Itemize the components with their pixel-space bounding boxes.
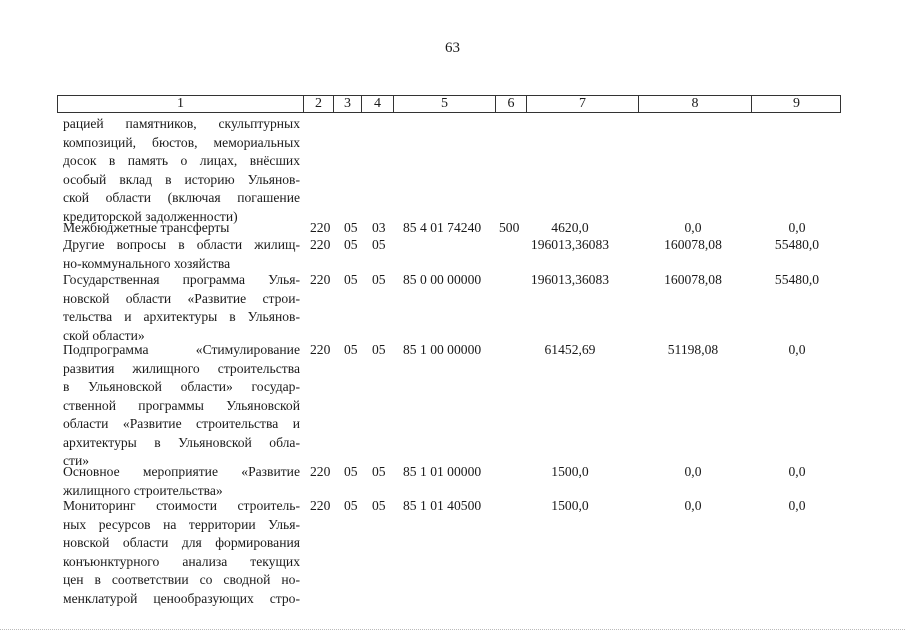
- cell-subsection: 05: [372, 464, 386, 479]
- desc-line: новской области для формирования: [63, 535, 300, 550]
- desc-line: Межбюджетные трансферты: [63, 220, 230, 235]
- page-number: 63: [445, 40, 460, 56]
- cell-ministry: 220: [310, 342, 331, 357]
- cell-section: 05: [344, 220, 358, 235]
- cell-section: 05: [344, 342, 358, 357]
- desc-line: ных ресурсов на территории Улья-: [63, 516, 300, 532]
- cell-subsection: 05: [372, 272, 386, 287]
- row-description: [63, 497, 300, 608]
- row-description: [63, 271, 300, 345]
- desc-line: Подпрограмма «Стимулирование: [63, 342, 300, 357]
- header-col-4: 4: [361, 96, 393, 112]
- desc-line: области «Развитие строительства и: [63, 416, 300, 431]
- cell-expense-type: 500: [499, 220, 520, 235]
- header-col-6: 6: [495, 96, 526, 112]
- desc-line: ственной программы Ульяновской: [63, 397, 300, 413]
- header-col-3: 3: [333, 96, 361, 112]
- cell-target-article: 85 0 00 00000: [403, 272, 482, 287]
- cell-ministry: 220: [310, 498, 331, 513]
- cell-amount-2: 0,0: [684, 464, 702, 479]
- cell-amount-3: 55480,0: [774, 237, 820, 252]
- cell-ministry: 220: [310, 237, 331, 252]
- row-description: [63, 115, 300, 226]
- cell-section: 05: [344, 272, 358, 287]
- header-col-7: 7: [526, 96, 638, 112]
- desc-line: цен в соответствии со сводной но-: [63, 572, 300, 587]
- header-col-8: 8: [638, 96, 751, 112]
- cell-amount-1: 1500,0: [551, 464, 589, 479]
- cell-ministry: 220: [310, 464, 331, 479]
- cell-amount-3: 0,0: [788, 464, 806, 479]
- cell-amount-1: 1500,0: [551, 498, 589, 513]
- cell-amount-2: 0,0: [684, 220, 702, 235]
- cell-subsection: 03: [372, 220, 386, 235]
- cell-amount-3: 0,0: [788, 498, 806, 513]
- cell-section: 05: [344, 498, 358, 513]
- cell-amount-2: 0,0: [684, 498, 702, 513]
- desc-line: особый вклад в историю Ульянов-: [63, 171, 300, 187]
- desc-line: в Ульяновской области» государ-: [63, 379, 300, 394]
- cell-amount-1: 61452,69: [544, 342, 596, 357]
- desc-line: кредиторской задолженности): [63, 208, 238, 224]
- cell-amount-1: 196013,36083: [530, 272, 610, 287]
- row-description: [63, 463, 300, 500]
- desc-line: рацией памятников, скульптурных: [63, 116, 300, 131]
- header-col-1: 1: [177, 96, 184, 111]
- cell-subsection: 05: [372, 498, 386, 513]
- cell-amount-3: 0,0: [788, 342, 806, 357]
- desc-line: ской области (включая погашение: [63, 190, 300, 205]
- cell-ministry: 220: [310, 272, 331, 287]
- header-col-2: 2: [303, 96, 333, 112]
- desc-line: Другие вопросы в области жилищ-: [63, 237, 300, 252]
- desc-line: сти»: [63, 453, 90, 468]
- desc-line: ской области»: [63, 327, 145, 343]
- cell-subsection: 05: [372, 342, 386, 357]
- desc-line: Государственная программа Улья-: [63, 272, 300, 287]
- desc-line: но-коммунального хозяйства: [63, 255, 231, 271]
- desc-line: Мониторинг стоимости строитель-: [63, 498, 300, 513]
- cell-amount-2: 160078,08: [664, 237, 722, 252]
- cell-target-article: 85 1 00 00000: [403, 342, 482, 357]
- cell-amount-2: 160078,08: [664, 272, 722, 287]
- cell-amount-3: 55480,0: [774, 272, 820, 287]
- table-header: [57, 95, 841, 113]
- cell-amount-1: 196013,36083: [530, 237, 610, 252]
- desc-line: тельства и архитектуры в Ульянов-: [63, 309, 300, 324]
- cell-target-article: 85 1 01 00000: [403, 464, 482, 479]
- desc-line: Основное мероприятие «Развитие: [63, 464, 300, 479]
- desc-line: досок в память о лицах, внёсших: [63, 153, 300, 168]
- desc-line: конъюнктурного анализа текущих: [63, 553, 300, 569]
- cell-amount-2: 51198,08: [667, 342, 719, 357]
- cell-subsection: 05: [372, 237, 386, 252]
- cell-section: 05: [344, 464, 358, 479]
- cell-amount-3: 0,0: [788, 220, 806, 235]
- scan-edge-line: [0, 629, 905, 631]
- header-col-5: 5: [393, 96, 495, 112]
- desc-line: развития жилищного строительства: [63, 360, 300, 376]
- desc-line: архитектуры в Ульяновской обла-: [63, 434, 300, 450]
- desc-line: менклатурой ценообразующих стро-: [63, 590, 300, 606]
- cell-target-article: 85 1 01 40500: [403, 498, 482, 513]
- cell-amount-1: 4620,0: [551, 220, 589, 235]
- header-col-9: 9: [751, 96, 841, 112]
- desc-line: новской области «Развитие строи-: [63, 290, 300, 306]
- row-description: [63, 219, 300, 238]
- desc-line: композиций, бюстов, мемориальных: [63, 134, 300, 150]
- cell-ministry: 220: [310, 220, 331, 235]
- row-description: [63, 236, 300, 273]
- cell-section: 05: [344, 237, 358, 252]
- cell-target-article: 85 4 01 74240: [403, 220, 482, 235]
- desc-line: жилищного строительства»: [63, 482, 223, 498]
- row-description: [63, 341, 300, 471]
